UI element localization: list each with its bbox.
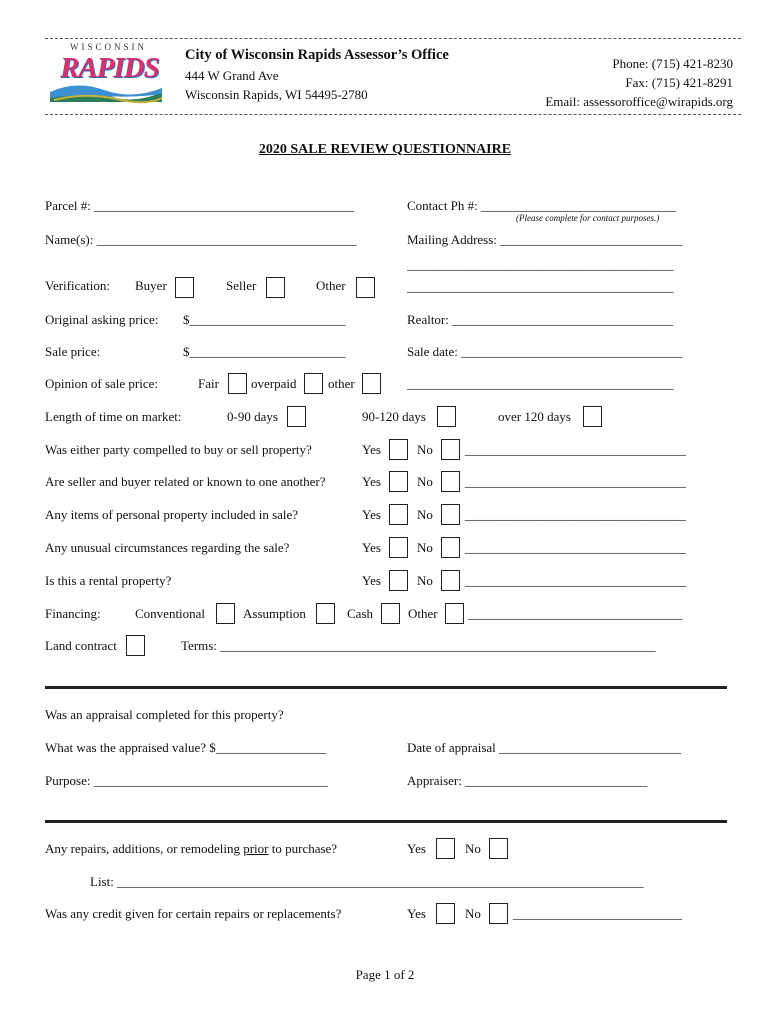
compelled-yes-label: Yes [362,442,381,457]
unusual-yes-label: Yes [362,540,381,555]
credit-yes-label: Yes [407,906,426,921]
verification-seller-label: Seller [226,278,257,293]
rental-yes-label: Yes [362,573,381,588]
city-logo [46,42,166,104]
appraiser-field[interactable]: Appraiser: ____________________________ [407,773,648,788]
personal-yes-label: Yes [362,507,381,522]
office-address-line1: 444 W Grand Ave [185,68,279,83]
appraisal-purpose-field[interactable]: Purpose: ____________________________________ [45,773,328,788]
verification-buyer-label: Buyer [135,278,167,293]
repairs-yes-checkbox[interactable] [436,838,455,859]
credit-explain-field[interactable]: __________________________ [513,906,682,921]
terms-field[interactable]: Terms: ___________________________________________________________________ [181,638,656,653]
mailing-address-line3[interactable]: _________________________________________ [407,279,674,294]
days-0-90-checkbox[interactable] [287,406,306,427]
personal-explain-field[interactable]: __________________________________ [465,507,686,522]
section-divider-1 [45,686,727,689]
land-contract-checkbox[interactable] [126,635,145,656]
financing-other-label: Other [408,606,438,621]
rental-explain-field[interactable]: __________________________________ [465,573,686,588]
mailing-address-line2[interactable]: _________________________________________ [407,257,674,272]
question-appraisal: Was an appraisal completed for this property? [45,707,284,722]
question-repairs-text-b: to purchase? [268,841,338,856]
office-name: City of Wisconsin Rapids Assessor’s Office [185,47,449,63]
question-compelled: Was either party compelled to buy or sell property? [45,442,312,457]
days-90-120-label: 90-120 days [362,409,426,424]
related-explain-field[interactable]: __________________________________ [465,474,686,489]
names-field[interactable]: Name(s): ________________________________________ [45,232,357,247]
personal-no-label: No [417,507,433,522]
page-number: Page 1 of 2 [355,967,415,982]
financing-conventional-label: Conventional [135,606,206,621]
repairs-no-label: No [465,841,481,856]
office-email: Email: assessoroffice@wirapids.org [545,94,733,109]
verification-label: Verification: [45,278,110,293]
credit-no-checkbox[interactable] [489,903,508,924]
related-yes-label: Yes [362,474,381,489]
compelled-no-checkbox[interactable] [441,439,460,460]
compelled-no-label: No [417,442,433,457]
unusual-no-checkbox[interactable] [441,537,460,558]
land-contract-label: Land contract [45,638,117,653]
question-repairs-text-a: Any repairs, additions, or remodeling [45,841,244,856]
verification-buyer-checkbox[interactable] [175,277,194,298]
financing-other-field[interactable]: _________________________________ [468,606,683,621]
financing-label: Financing: [45,606,101,621]
repairs-no-checkbox[interactable] [489,838,508,859]
question-repairs [45,841,337,857]
credit-no-label: No [465,906,481,921]
office-address-line2: Wisconsin Rapids, WI 54495-2780 [185,87,368,102]
rental-no-label: No [417,573,433,588]
form-title: 2020 SALE REVIEW QUESTIONNAIRE [258,142,512,157]
contact-phone-field[interactable]: Contact Ph #: ______________________________ [407,198,677,213]
rental-yes-checkbox[interactable] [389,570,408,591]
opinion-other-label: other [328,376,355,391]
related-yes-checkbox[interactable] [389,471,408,492]
financing-conventional-checkbox[interactable] [216,603,235,624]
personal-no-checkbox[interactable] [441,504,460,525]
parcel-field[interactable]: Parcel #: ________________________________________ [45,198,355,213]
rental-no-checkbox[interactable] [441,570,460,591]
appraised-value-field[interactable]: What was the appraised value? $_________________ [45,740,327,755]
section-divider-2 [45,820,727,823]
office-phone: Phone: (715) 421-8230 [612,56,733,71]
logo-main-text: RAPIDS [60,52,159,84]
question-rental: Is this a rental property? [45,573,172,588]
days-over-120-label: over 120 days [498,409,571,424]
logo-top-text: WISCONSIN [70,42,148,52]
verification-other-checkbox[interactable] [356,277,375,298]
unusual-yes-checkbox[interactable] [389,537,408,558]
sale-date-field[interactable]: Sale date: __________________________________ [407,344,683,359]
verification-seller-checkbox[interactable] [266,277,285,298]
opinion-other-checkbox[interactable] [362,373,381,394]
mailing-address-field[interactable]: Mailing Address: ____________________________ [407,232,683,247]
related-no-label: No [417,474,433,489]
contact-note: (Please complete for contact purposes.) [516,213,660,223]
original-asking-price-field[interactable]: $________________________ [183,312,346,327]
appraisal-date-field[interactable]: Date of appraisal ____________________________ [407,740,682,755]
opinion-fair-label: Fair [198,376,219,391]
original-asking-price-label: Original asking price: [45,312,159,327]
verification-other-label: Other [316,278,346,293]
question-related: Are seller and buyer related or known to one another? [45,474,326,489]
opinion-label: Opinion of sale price: [45,376,158,391]
repairs-yes-label: Yes [407,841,426,856]
personal-yes-checkbox[interactable] [389,504,408,525]
unusual-no-label: No [417,540,433,555]
days-0-90-label: 0-90 days [227,409,278,424]
financing-assumption-checkbox[interactable] [316,603,335,624]
financing-cash-label: Cash [347,606,373,621]
financing-assumption-label: Assumption [243,606,306,621]
realtor-field[interactable]: Realtor: __________________________________ [407,312,674,327]
question-repairs-emphasis: prior [243,841,269,856]
office-fax: Fax: (715) 421-8291 [625,75,733,90]
financing-cash-checkbox[interactable] [381,603,400,624]
length-on-market-label: Length of time on market: [45,409,182,424]
repairs-list-field[interactable]: List: _________________________________________________________________________________ [90,874,644,889]
days-90-120-checkbox[interactable] [437,406,456,427]
opinion-overpaid-checkbox[interactable] [304,373,323,394]
financing-other-checkbox[interactable] [445,603,464,624]
question-personal-property: Any items of personal property included in sale? [45,507,299,522]
credit-yes-checkbox[interactable] [436,903,455,924]
sale-price-label: Sale price: [45,344,101,359]
related-no-checkbox[interactable] [441,471,460,492]
question-unusual: Any unusual circumstances regarding the sale? [45,540,290,555]
question-credit: Was any credit given for certain repairs or replacements? [45,906,342,921]
sale-price-field[interactable]: $________________________ [183,344,346,359]
days-over-120-checkbox[interactable] [583,406,602,427]
header-top-rule [45,38,741,39]
header-bottom-rule [45,114,741,115]
opinion-other-line[interactable]: _________________________________________ [407,376,674,391]
opinion-fair-checkbox[interactable] [228,373,247,394]
unusual-explain-field[interactable]: __________________________________ [465,540,686,555]
opinion-overpaid-label: overpaid [251,376,297,391]
compelled-explain-field[interactable]: __________________________________ [465,442,686,457]
compelled-yes-checkbox[interactable] [389,439,408,460]
